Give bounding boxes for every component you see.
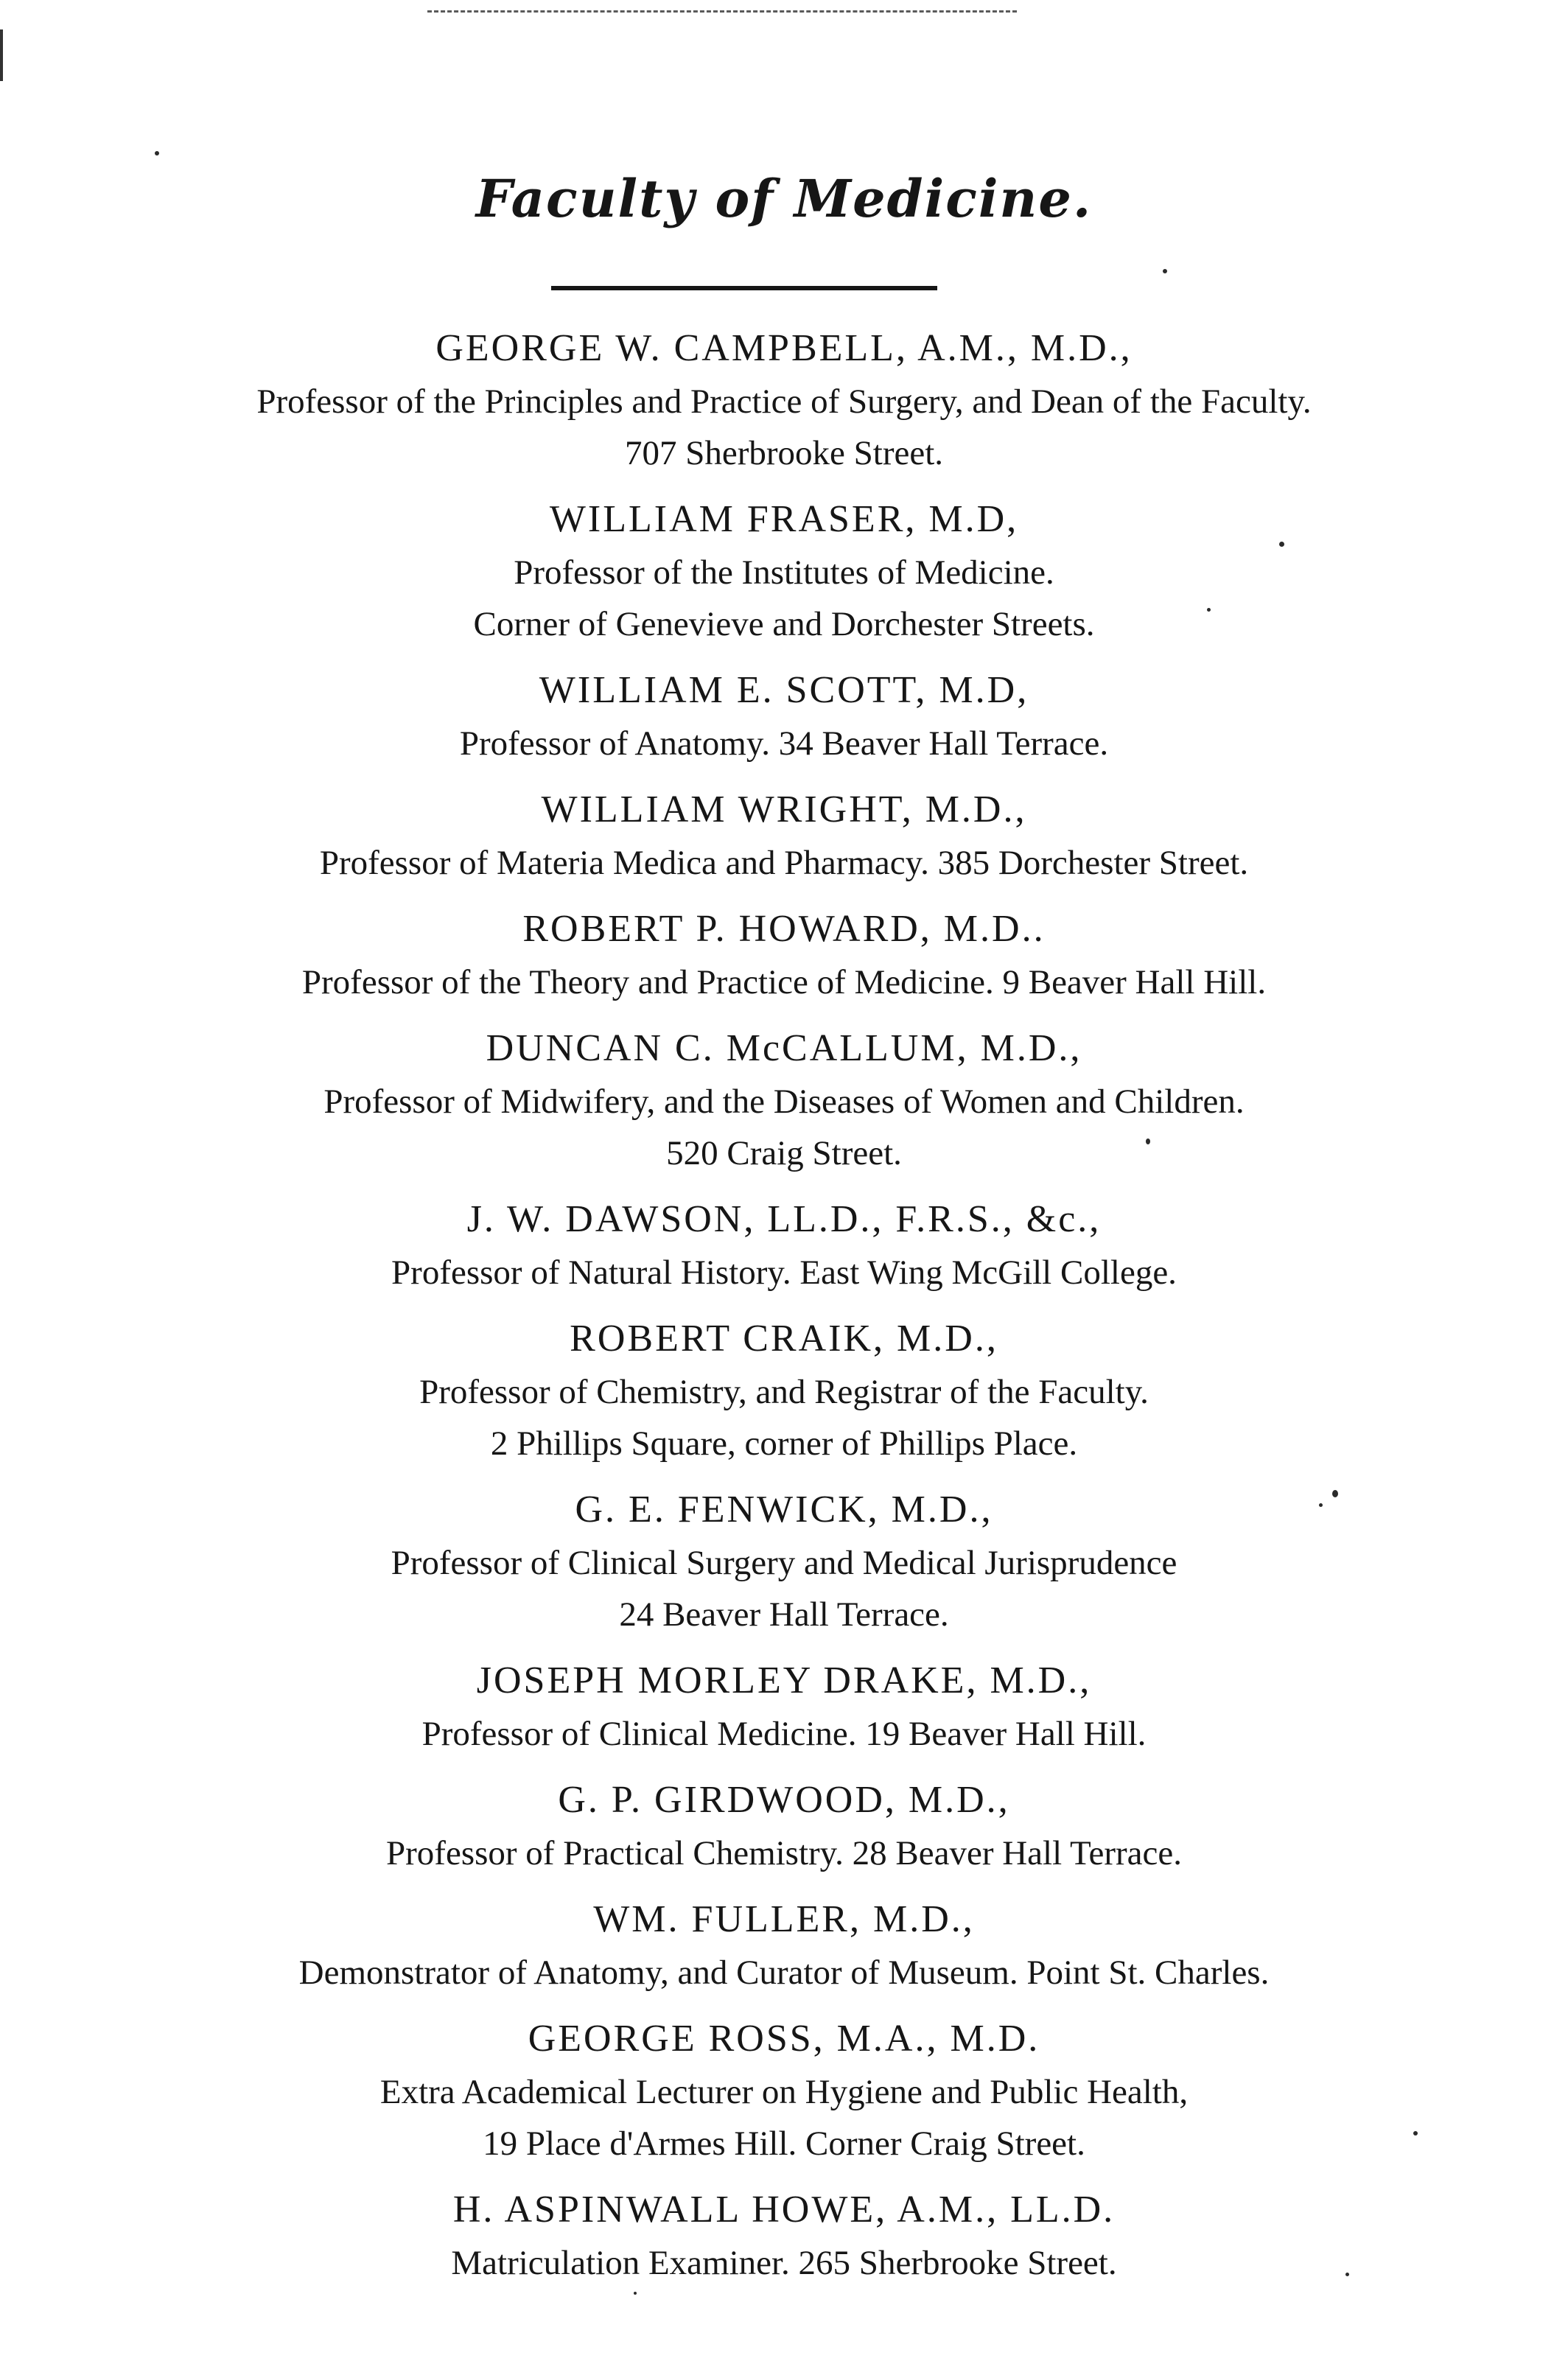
faculty-detail: Professor of Natural History. East Wing McGill College.: [391, 1253, 1177, 1292]
faculty-name: G. P. GIRDWOOD, M.D.,: [558, 1779, 1010, 1821]
heading-rule: [551, 286, 937, 290]
faculty-entry: [0, 1654, 1568, 1760]
ink-speck: [1146, 1138, 1150, 1144]
faculty-detail: 2 Phillips Square, corner of Phillips Place.: [490, 1424, 1078, 1463]
faculty-name: WILLIAM FRASER, M.D,: [549, 498, 1019, 540]
faculty-entry: [0, 1483, 1568, 1640]
faculty-entry: [0, 492, 1568, 650]
faculty-name: DUNCAN C. McCALLUM, M.D.,: [486, 1027, 1082, 1069]
faculty-detail: 520 Craig Street.: [666, 1134, 902, 1172]
faculty-name: G. E. FENWICK, M.D.,: [575, 1489, 993, 1531]
faculty-name: WILLIAM E. SCOTT, M.D,: [539, 669, 1029, 711]
ink-speck: [1163, 269, 1167, 273]
faculty-detail: 24 Beaver Hall Terrace.: [619, 1595, 949, 1634]
faculty-detail: Matriculation Examiner. 265 Sherbrooke Street.: [451, 2244, 1117, 2282]
faculty-entry: [0, 902, 1568, 1008]
faculty-detail: 707 Sherbrooke Street.: [624, 434, 944, 472]
faculty-detail: Professor of the Theory and Practice of Medicine. 9 Beaver Hall Hill.: [301, 963, 1267, 1001]
ink-speck: [1279, 542, 1284, 547]
faculty-entry: [0, 663, 1568, 769]
faculty-detail: Extra Academical Lecturer on Hygiene and Public Health,: [379, 2073, 1189, 2111]
ink-speck: [1413, 2131, 1418, 2136]
faculty-name: ROBERT P. HOWARD, M.D..: [522, 908, 1046, 950]
faculty-entry: [0, 1192, 1568, 1298]
faculty-name: H. ASPINWALL HOWE, A.M., LL.D.: [452, 2189, 1116, 2231]
faculty-name: GEORGE W. CAMPBELL, A.M., M.D.,: [435, 327, 1133, 369]
faculty-entry: [0, 1892, 1568, 1998]
faculty-entry: [0, 783, 1568, 889]
faculty-detail: Professor of Chemistry, and Registrar of the Faculty.: [419, 1373, 1149, 1411]
faculty-entry: [0, 1021, 1568, 1179]
faculty-detail: Corner of Genevieve and Dorchester Streets.: [473, 605, 1095, 643]
faculty-name: WILLIAM WRIGHT, M.D.,: [541, 788, 1027, 830]
faculty-detail: Demonstrator of Anatomy, and Curator of Museum. Point St. Charles.: [298, 1953, 1270, 1992]
faculty-name: J. W. DAWSON, LL.D., F.R.S., &c.,: [466, 1198, 1102, 1240]
scan-artifact-top: [427, 10, 1017, 17]
ink-speck: [1319, 1503, 1323, 1507]
faculty-name: WM. FULLER, M.D.,: [593, 1898, 975, 1940]
faculty-entry: [0, 1773, 1568, 1879]
ink-speck: [1332, 1490, 1338, 1497]
faculty-detail: Professor of Midwifery, and the Diseases of Women and Children.: [323, 1082, 1245, 1121]
faculty-detail: Professor of Anatomy. 34 Beaver Hall Terrace.: [459, 724, 1109, 763]
faculty-detail: Professor of Clinical Surgery and Medical Jurisprudence: [391, 1544, 1177, 1582]
faculty-detail: Professor of the Institutes of Medicine.: [514, 553, 1054, 592]
scan-artifact-left: [0, 29, 3, 81]
faculty-entry: [0, 321, 1568, 479]
faculty-detail: Professor of Materia Medica and Pharmacy. 385 Dorchester Street.: [319, 844, 1249, 882]
faculty-name: ROBERT CRAIK, M.D.,: [570, 1318, 998, 1360]
faculty-detail: 19 Place d'Armes Hill. Corner Craig Street.: [483, 2124, 1085, 2163]
faculty-detail: Professor of the Principles and Practice of Surgery, and Dean of the Faculty.: [256, 382, 1312, 421]
ink-speck: [1207, 608, 1211, 612]
faculty-name: GEORGE ROSS, M.A., M.D.: [528, 2018, 1040, 2060]
faculty-detail: Professor of Clinical Medicine. 19 Beaver Hall Hill.: [421, 1715, 1147, 1753]
ink-speck: [1345, 2273, 1349, 2276]
faculty-detail: Professor of Practical Chemistry. 28 Beaver Hall Terrace.: [386, 1834, 1182, 1872]
faculty-entry: [0, 2012, 1568, 2169]
ink-speck: [155, 151, 159, 155]
faculty-entry: [0, 1312, 1568, 1469]
page-heading: Faculty of Medicine.: [475, 168, 1093, 229]
ink-speck: [634, 2292, 637, 2295]
faculty-name: JOSEPH MORLEY DRAKE, M.D.,: [476, 1659, 1092, 1701]
faculty-entry: [0, 2183, 1568, 2289]
faculty-list: [0, 321, 1568, 2302]
